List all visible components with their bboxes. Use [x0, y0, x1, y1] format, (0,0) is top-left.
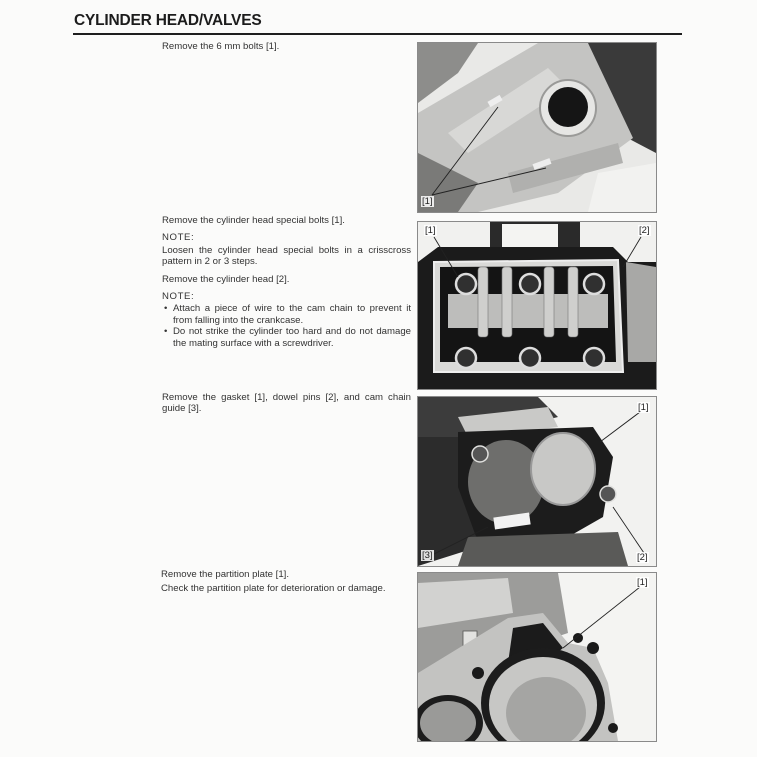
page-title: CYLINDER HEAD/VALVES [74, 12, 262, 29]
instruction: Remove the 6 mm bolts [1]. [162, 41, 280, 52]
note-bullet: • Do not strike the cylinder too hard and do not damage the mating surface with a screwdriver. [162, 326, 411, 349]
figure-cylinder-head-cover [417, 42, 657, 213]
instruction: Remove the gasket [1], dowel pins [2], and cam chain guide [3]. [162, 392, 411, 415]
instruction: Remove the partition plate [1]. [161, 569, 289, 580]
photo-cylinder-head-cover [418, 43, 656, 212]
title-rule [73, 33, 682, 35]
photo-gasket-dowel-pins [418, 397, 656, 566]
figure-gasket-dowel-pins [417, 396, 657, 567]
note-bullet: • Attach a piece of wire to the cam chain to prevent it from falling into the crankcase. [162, 303, 411, 326]
step-4-text [161, 569, 411, 595]
callout-2: [2] [637, 552, 648, 563]
note-label: NOTE: [162, 291, 195, 303]
callout-1: [1] [637, 577, 648, 588]
step-3-text [162, 392, 411, 415]
figure-partition-plate [417, 572, 657, 742]
note-text: Loosen the cylinder head special bolts in a crisscross pattern in 2 or 3 steps. [162, 244, 411, 268]
callout-1: [1] [638, 402, 649, 413]
step-1-text [162, 41, 412, 52]
photo-partition-plate [418, 573, 656, 741]
note-label: NOTE: [162, 232, 195, 244]
photo-cylinder-head [418, 222, 656, 389]
callout-1: [1] [422, 196, 433, 207]
instruction: Remove the cylinder head special bolts [1]. [162, 215, 345, 226]
instruction: Check the partition plate for deterioration or damage. [161, 583, 386, 595]
callout-2: [2] [639, 225, 650, 236]
callout-1: [1] [425, 225, 436, 236]
instruction: Remove the cylinder head [2]. [162, 273, 290, 285]
figure-cylinder-head [417, 221, 657, 390]
step-2-text [162, 215, 411, 349]
callout-3: [3] [422, 550, 433, 561]
note-bullets [162, 303, 411, 349]
